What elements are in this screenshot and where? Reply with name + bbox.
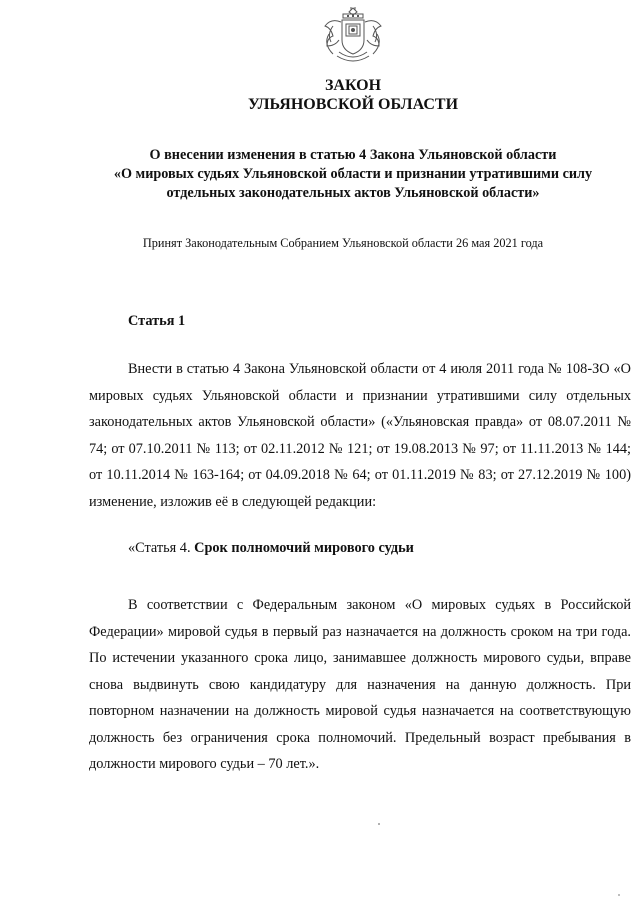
adoption-statement: Принят Законодательным Собранием Ульяновской области 26 мая 2021 года [142, 236, 544, 250]
scan-speck [618, 894, 620, 896]
article-text: Внести в статью 4 Закона Ульяновской области от 4 июля 2011 года № 108-ЗО «О мировых судьях Ульяновской области и признании утратившими силу отдельных законодательных актов Ульяновской области» («Ульяновская правда» от 08.07.2011 № 74; от 07.10.2011 № 113; от 02.11.2012 № 121; от 19.08.2013 № 97; от 11.11.2013 № 144; от 10.11.2014 № 163-164; от 04.09.2018 № 64; от 01.11.2019 № 83; от 27.12.2019 № 100) изменение, изложив её в следующей редакции: [89, 361, 631, 510]
title-line: УЛЬЯНОВСКОЙ ОБЛАСТИ [247, 96, 459, 113]
quoted-article-heading [128, 540, 414, 557]
quoted-article-prefix: «Статья 4. [128, 540, 191, 556]
quoted-article-title: Срок полномочий мирового судьи [194, 540, 414, 556]
document-title [0, 76, 640, 114]
coat-of-arms-icon [313, 4, 393, 66]
law-subject [0, 146, 640, 203]
article-heading: Статья 1 [128, 313, 186, 329]
quoted-article-text: В соответствии с Федеральным законом «О мировых судьях в Российской Федерации» мировой судья в первый раз назначается на должность сроком на три года. По истечении указанного срока лицо, занимавшее должность мирового судьи, вправе снова выдвинуть свою кандидатуру для назначения на данную должность. При повторном назначении на должность мировой судья назначается на соответствующую должность без ограничения срока полномочий. Предельный возраст пребывания в должности мирового судьи – 70 лет.». [89, 597, 631, 772]
subject-line: «О мировых судьях Ульяновской области и признании утратившими силу [113, 166, 593, 182]
scan-speck [378, 823, 380, 825]
subject-line: отдельных законодательных актов Ульяновской области» [166, 185, 540, 201]
subject-line: О внесении изменения в статью 4 Закона Ульяновской области [149, 147, 557, 163]
title-line: ЗАКОН [324, 77, 382, 94]
